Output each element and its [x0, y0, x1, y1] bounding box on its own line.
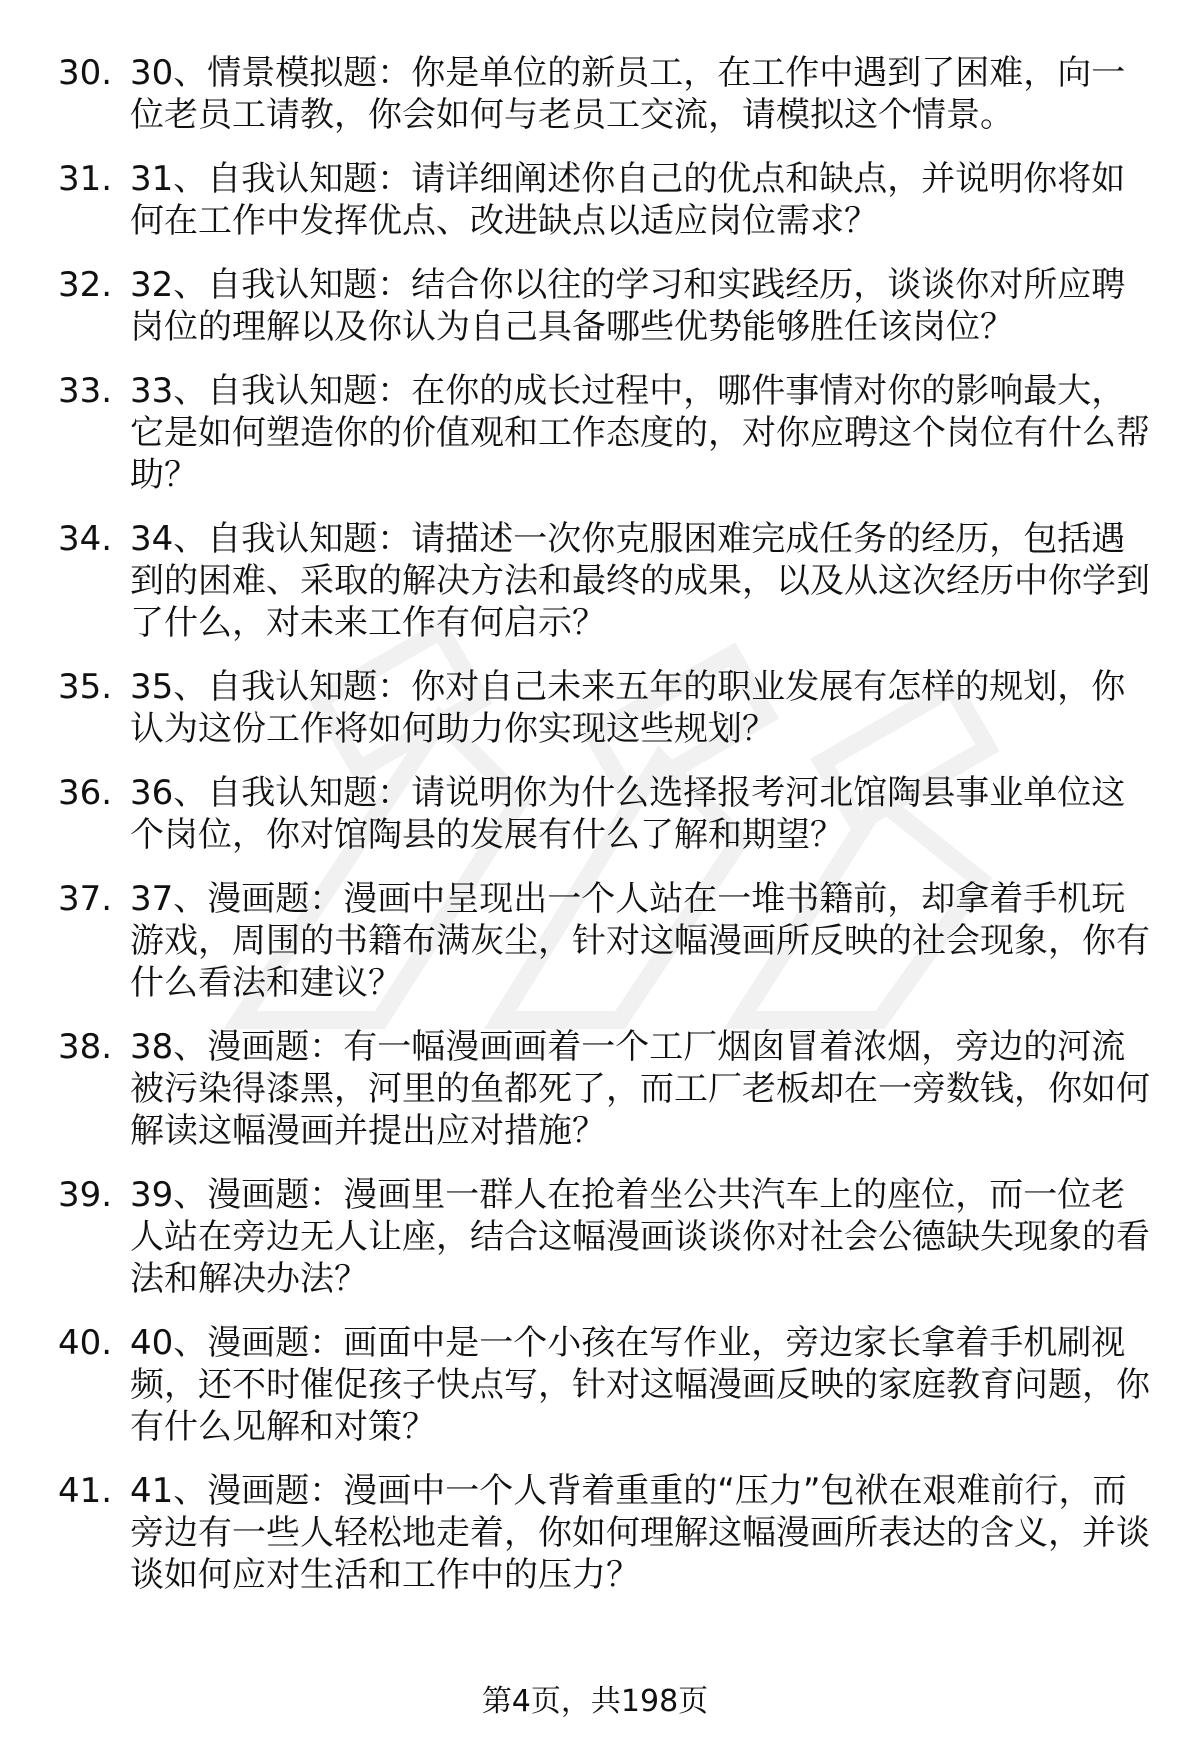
question-number: 38.: [58, 1027, 113, 1067]
question-text: 37、漫画题：漫画中呈现出一个人站在一堆书籍前，却拿着手机玩游戏，周围的书籍布满灰尘，针对这幅漫画所反映的社会现象，你有什么看法和建议？: [130, 879, 1150, 1003]
question-text: 34、自我认知题：请描述一次你克服困难完成任务的经历，包括遇到的困难、采取的解决方法和最终的成果，以及从这次经历中你学到了什么，对未来工作有何启示？: [130, 519, 1150, 643]
page-footer: [0, 1684, 1190, 1720]
question-text: 41、漫画题：漫画中一个人背着重重的“压力”包袱在艰难前行，而旁边有一些人轻松地走着，你如何理解这幅漫画所表达的含义，并谈谈如何应对生活和工作中的压力？: [130, 1471, 1150, 1595]
question-item: [58, 878, 1158, 1004]
question-item: [58, 1026, 1158, 1152]
question-text: 33、自我认知题：在你的成长过程中，哪件事情对你的影响最大，它是如何塑造你的价值观和工作态度的，对你应聘这个岗位有什么帮助？: [130, 371, 1150, 495]
question-text: 35、自我认知题：你对自己未来五年的职业发展有怎样的规划，你认为这份工作将如何助力你实现这些规划？: [130, 667, 1126, 749]
question-text: 40、漫画题：画面中是一个小孩在写作业，旁边家长拿着手机刷视频，还不时催促孩子快点写，针对这幅漫画反映的家庭教育问题，你有什么见解和对策？: [130, 1323, 1150, 1447]
question-number: 34.: [58, 519, 113, 559]
question-number: 41.: [58, 1471, 113, 1511]
question-item: [58, 52, 1158, 136]
question-item: [58, 264, 1158, 348]
question-text: 31、自我认知题：请详细阐述你自己的优点和缺点，并说明你将如何在工作中发挥优点、改进缺点以适应岗位需求？: [130, 159, 1126, 241]
question-number: 32.: [58, 265, 113, 305]
question-number: 36.: [58, 773, 113, 813]
question-item: [58, 1174, 1158, 1300]
question-text: 39、漫画题：漫画里一群人在抢着坐公共汽车上的座位，而一位老人站在旁边无人让座，结合这幅漫画谈谈你对社会公德缺失现象的看法和解决办法？: [130, 1175, 1150, 1299]
question-text: 32、自我认知题：结合你以往的学习和实践经历，谈谈你对所应聘岗位的理解以及你认为自己具备哪些优势能够胜任该岗位？: [130, 265, 1126, 347]
question-number: 31.: [58, 159, 113, 199]
question-item: [58, 1470, 1158, 1596]
question-item: [58, 518, 1158, 644]
question-item: [58, 1322, 1158, 1448]
page-number-label: 第4页，共198页: [481, 1684, 709, 1719]
question-item: [58, 158, 1158, 242]
question-number: 40.: [58, 1323, 113, 1363]
question-number: 33.: [58, 371, 113, 411]
question-text: 30、情景模拟题：你是单位的新员工，在工作中遇到了困难，向一位老员工请教，你会如何与老员工交流，请模拟这个情景。: [130, 53, 1126, 135]
question-number: 37.: [58, 879, 113, 919]
question-item: [58, 772, 1158, 856]
question-text: 36、自我认知题：请说明你为什么选择报考河北馆陶县事业单位这个岗位，你对馆陶县的发展有什么了解和期望？: [130, 773, 1126, 855]
question-item: [58, 666, 1158, 750]
question-number: 39.: [58, 1175, 113, 1215]
question-number: 30.: [58, 53, 113, 93]
question-item: [58, 370, 1158, 496]
question-list: [58, 52, 1158, 1618]
question-number: 35.: [58, 667, 113, 707]
question-text: 38、漫画题：有一幅漫画画着一个工厂烟囱冒着浓烟，旁边的河流被污染得漆黑，河里的鱼都死了，而工厂老板却在一旁数钱，你如何解读这幅漫画并提出应对措施？: [130, 1027, 1150, 1151]
